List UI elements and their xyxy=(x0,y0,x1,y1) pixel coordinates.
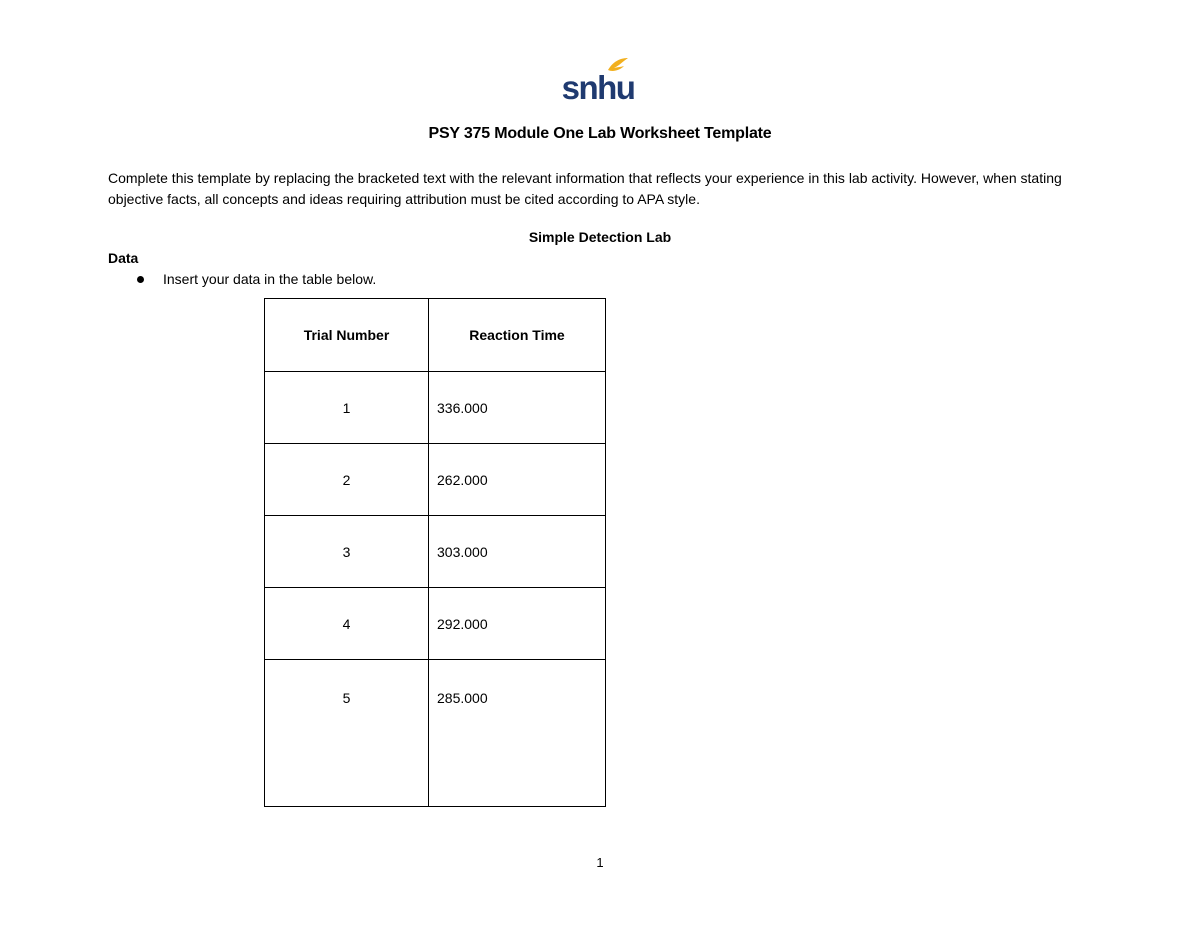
trial-cell: 1 xyxy=(265,372,429,444)
data-table xyxy=(264,298,606,807)
table-row xyxy=(265,372,606,444)
trial-cell: 3 xyxy=(265,516,429,588)
bullet-icon xyxy=(137,276,144,283)
data-heading: Data xyxy=(108,250,139,266)
trial-cell: 5 xyxy=(265,660,429,807)
reaction-time-cell: 292.000 xyxy=(429,588,606,660)
document-title: PSY 375 Module One Lab Worksheet Template xyxy=(428,125,772,142)
logo-wordmark: snhu xyxy=(562,69,634,102)
reaction-time-cell: 285.000 xyxy=(429,660,606,807)
header-reaction-time: Reaction Time xyxy=(429,299,606,372)
reaction-time-cell: 336.000 xyxy=(429,372,606,444)
header-trial-number: Trial Number xyxy=(265,299,429,372)
reaction-time-cell: 303.000 xyxy=(429,516,606,588)
bullet-item xyxy=(137,271,376,287)
reaction-time-cell: 262.000 xyxy=(429,444,606,516)
page-number: 1 xyxy=(596,855,604,870)
table-row xyxy=(265,588,606,660)
bullet-text: Insert your data in the table below. xyxy=(163,271,377,287)
table-row xyxy=(265,660,606,807)
lab-heading: Simple Detection Lab xyxy=(528,229,672,245)
trial-cell: 4 xyxy=(265,588,429,660)
intro-paragraph: Complete this template by replacing the bracketed text with the relevant information that reflects your experience in this lab activity. However, when stating objective facts, all concepts and ideas requiring attribution must be cited according to APA style. xyxy=(108,170,1062,207)
snhu-logo-graphic xyxy=(562,56,634,102)
snhu-logo xyxy=(562,56,634,102)
trial-cell: 2 xyxy=(265,444,429,516)
table-header-row xyxy=(265,299,606,372)
table-row xyxy=(265,444,606,516)
table-row xyxy=(265,516,606,588)
